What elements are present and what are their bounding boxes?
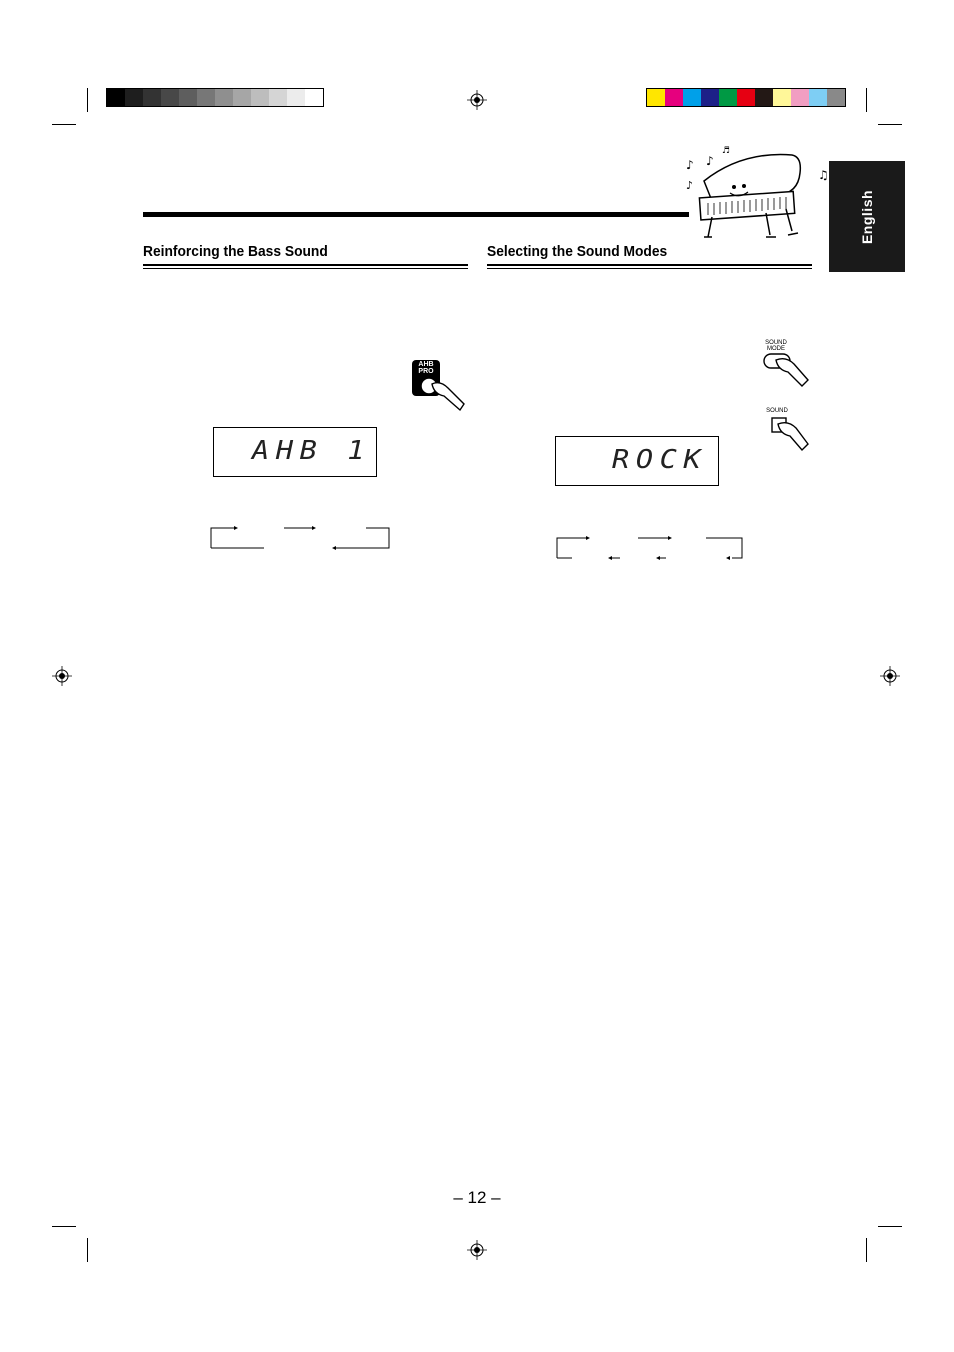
hand-pressing-button-icon — [758, 350, 810, 388]
calibration-swatch — [161, 89, 179, 106]
crop-mark — [878, 1226, 902, 1227]
calibration-swatch — [827, 89, 845, 106]
ahb-pro-label: AHB PRO — [418, 361, 434, 375]
calibration-swatch — [269, 89, 287, 106]
section-rule — [143, 268, 468, 269]
calibration-swatch — [737, 89, 755, 106]
sound-button[interactable] — [762, 406, 812, 454]
registration-mark-icon — [880, 666, 900, 686]
svg-text:♪: ♪ — [706, 154, 714, 168]
sound-cycle-diagram — [552, 530, 746, 562]
svg-text:♪: ♪ — [686, 179, 694, 192]
grayscale-calibration-bar — [106, 88, 324, 107]
calibration-swatch — [107, 89, 125, 106]
sound-mode-button[interactable] — [758, 338, 810, 388]
calibration-swatch — [809, 89, 827, 106]
crop-mark — [866, 88, 867, 112]
calibration-swatch — [179, 89, 197, 106]
calibration-swatch — [755, 89, 773, 106]
crop-mark — [52, 1226, 76, 1227]
calibration-swatch — [665, 89, 683, 106]
calibration-swatch — [215, 89, 233, 106]
hand-pressing-button-icon — [762, 416, 812, 454]
calibration-swatch — [305, 89, 323, 106]
sound-label: SOUND — [766, 408, 788, 414]
display-sound-text: ROCK — [612, 445, 708, 475]
calibration-swatch — [791, 89, 809, 106]
calibration-swatch — [773, 89, 791, 106]
language-tab-label: English — [859, 189, 875, 245]
crop-mark — [52, 124, 76, 125]
calibration-swatch — [647, 89, 665, 106]
display-bass — [213, 427, 377, 477]
calibration-swatch — [251, 89, 269, 106]
registration-mark-icon — [52, 666, 72, 686]
calibration-swatch — [143, 89, 161, 106]
calibration-swatch — [287, 89, 305, 106]
color-calibration-bar — [646, 88, 846, 107]
svg-text:♪: ♪ — [686, 158, 694, 172]
calibration-swatch — [701, 89, 719, 106]
section-rule — [487, 268, 812, 269]
section-rule — [487, 264, 812, 266]
svg-text:♫: ♫ — [818, 168, 829, 182]
display-sound — [555, 436, 719, 486]
section-title-sound-modes: Selecting the Sound Modes — [487, 243, 668, 260]
bass-cycle-diagram — [208, 522, 392, 554]
calibration-swatch — [719, 89, 737, 106]
piano-mascot-icon — [682, 143, 830, 243]
header-rule — [143, 212, 689, 217]
ahb-pro-button[interactable] — [410, 358, 470, 414]
calibration-swatch — [197, 89, 215, 106]
svg-text:♬: ♬ — [722, 146, 731, 156]
crop-mark — [878, 124, 902, 125]
calibration-swatch — [125, 89, 143, 106]
section-title-bass: Reinforcing the Bass Sound — [143, 243, 328, 260]
calibration-swatch — [683, 89, 701, 106]
crop-mark — [87, 1238, 88, 1262]
registration-mark-icon — [467, 1240, 487, 1260]
crop-mark — [866, 1238, 867, 1262]
page-number: – 12 – — [453, 1188, 501, 1207]
registration-mark-icon — [467, 90, 487, 110]
display-bass-text: AHB 1 — [252, 436, 372, 466]
section-rule — [143, 264, 468, 266]
calibration-swatch — [233, 89, 251, 106]
sound-mode-label: SOUND MODE — [765, 340, 787, 352]
language-tab — [829, 161, 905, 272]
crop-mark — [87, 88, 88, 112]
